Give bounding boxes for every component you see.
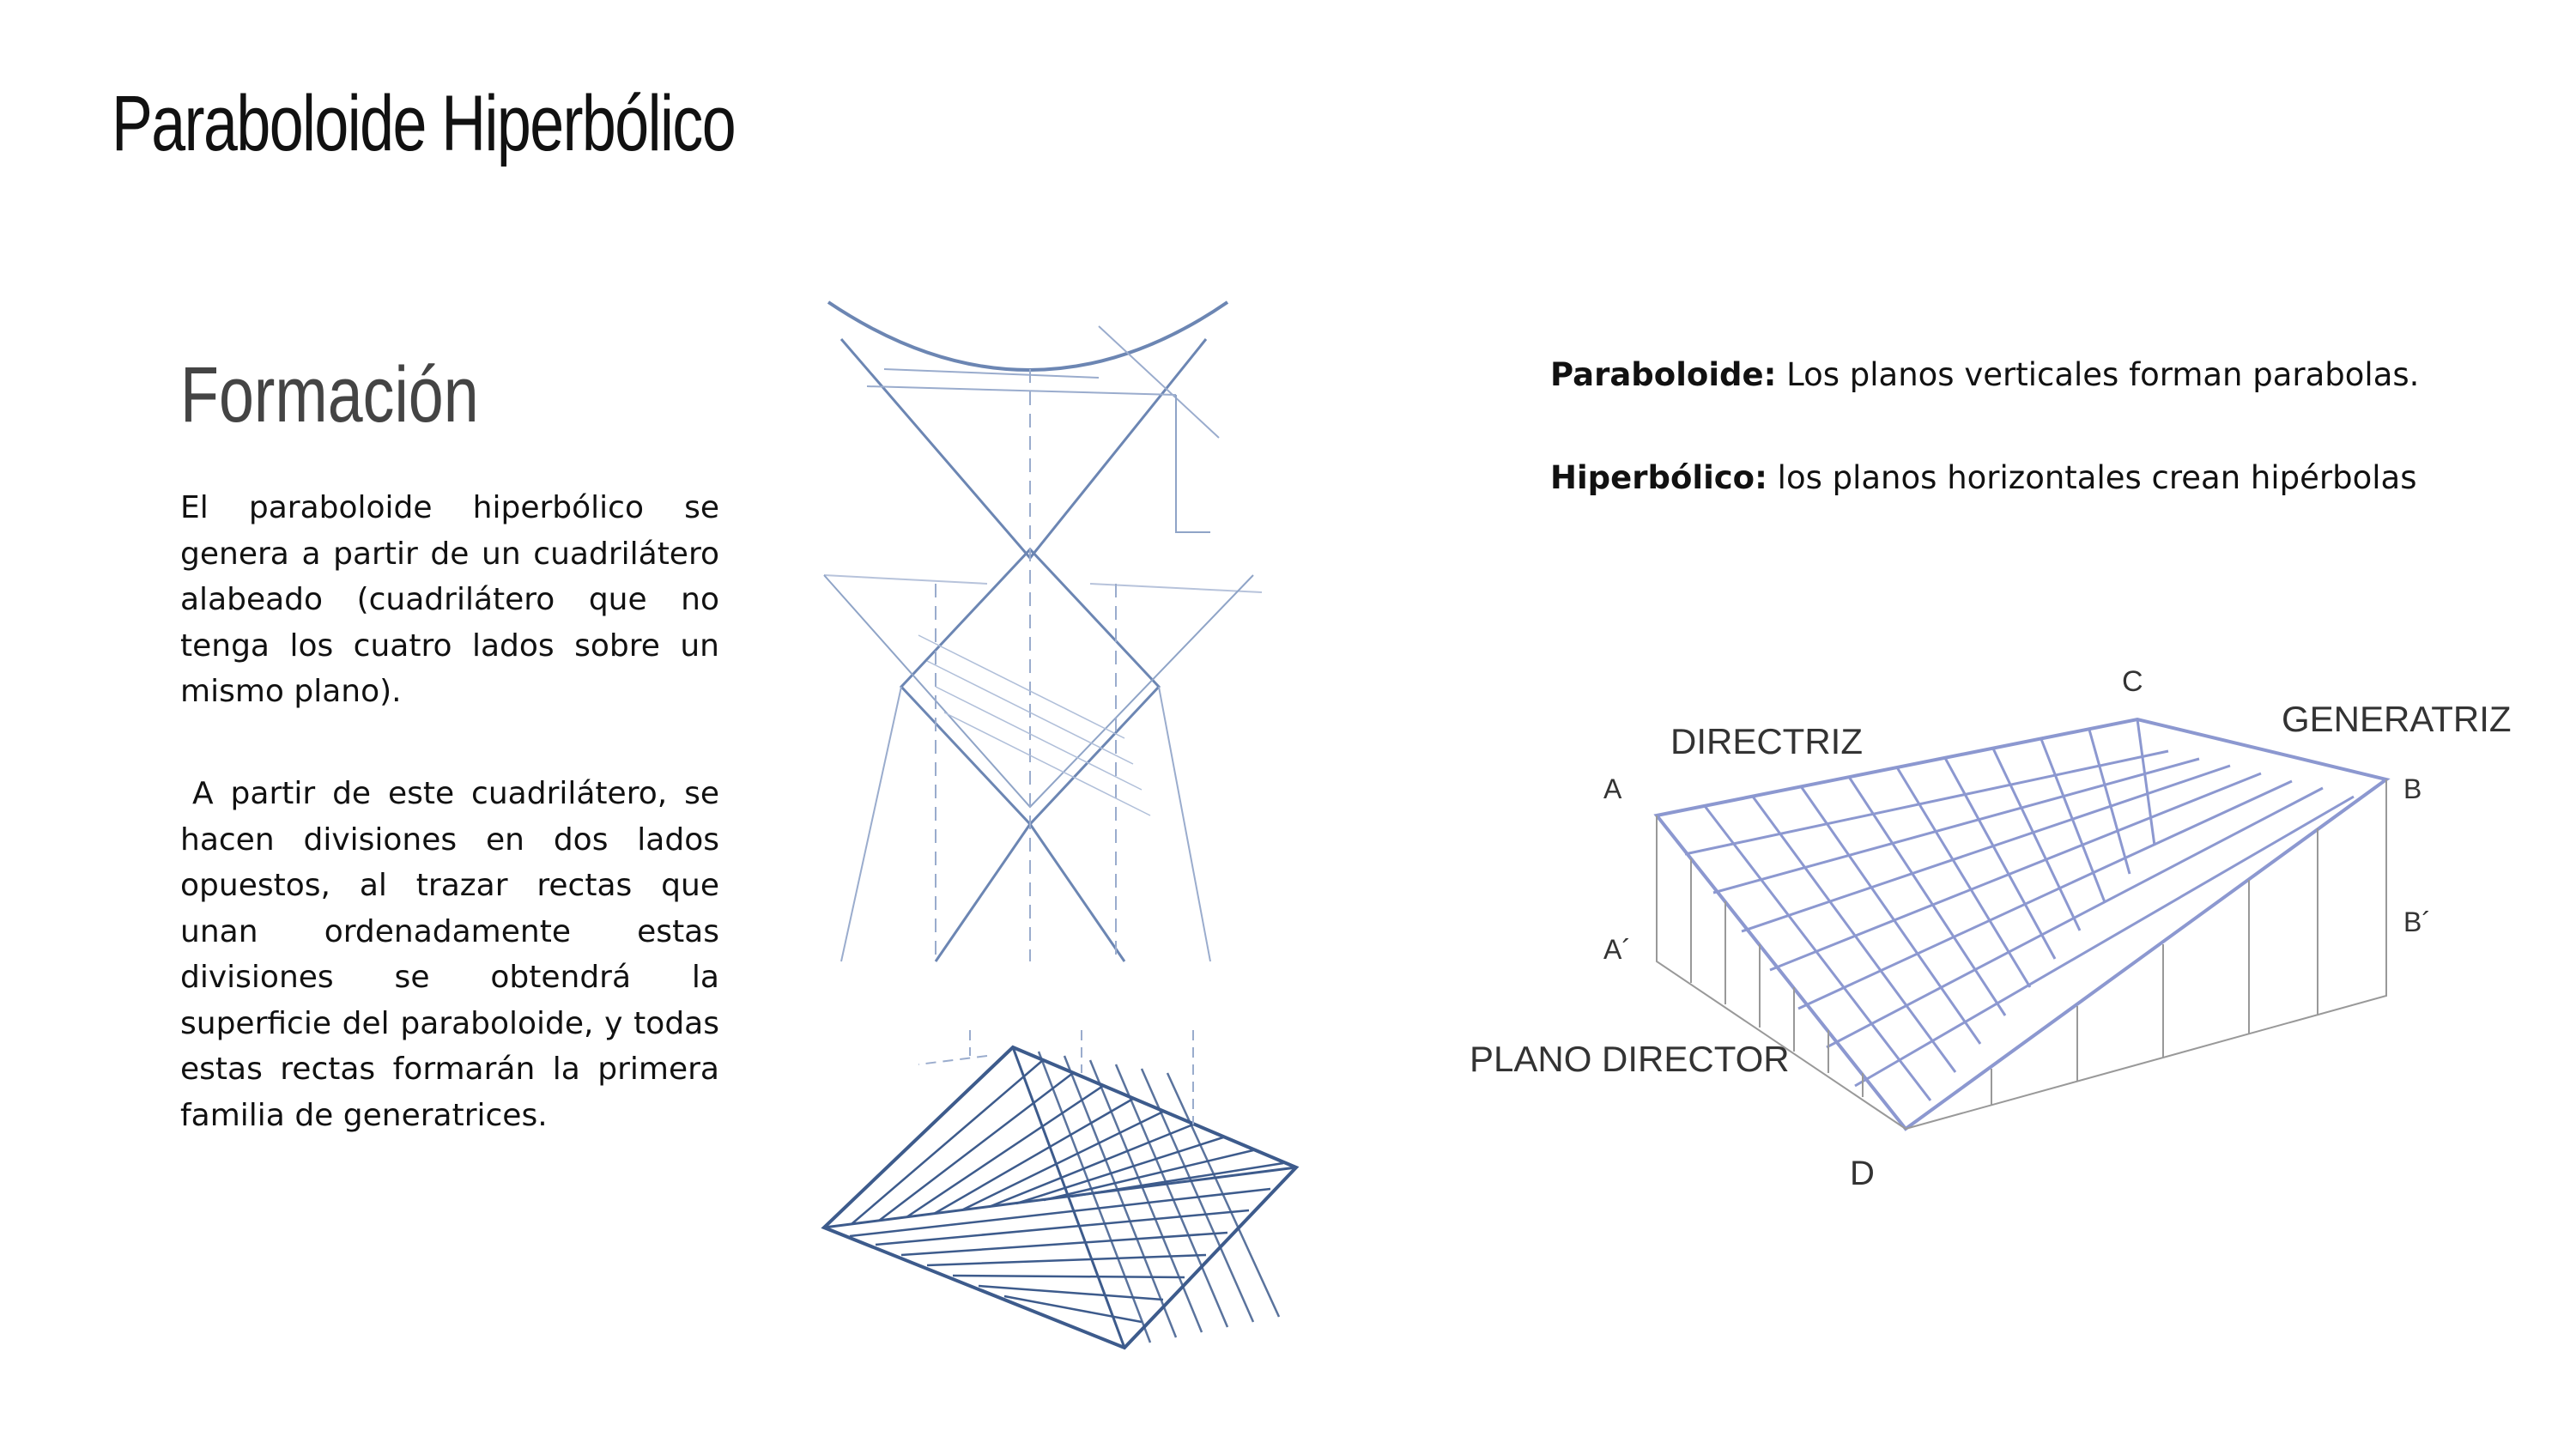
formation-paragraph-1: El paraboloide hiperbólico se genera a partir de un cuadrilátero alabeado (cuadrilátero que no tenga los cuatro lados sobre un mismo plano). — [180, 490, 719, 709]
label-a-prime: A´ — [1603, 934, 1631, 965]
definition-paraboloide — [1550, 356, 2419, 393]
definition-text: los planos horizontales crean hipérbolas — [1767, 459, 2417, 496]
construction-lines — [867, 326, 1219, 438]
formation-paragraph-2: A partir de este cuadrilátero, se hacen divisiones en dos lados opuestos, al trazar rectas que unan ordenadamente estas divisiones se obtendrá la superficie del paraboloide, y todas estas rectas formarán la primera familia de generatrices. — [180, 776, 719, 1133]
hyperbolic-net-drawing — [815, 1030, 1313, 1373]
construction-sketch — [815, 292, 1296, 979]
paraboloid-diagram — [1459, 652, 2532, 1185]
label-generatriz: GENERATRIZ — [2282, 699, 2512, 739]
label-directriz: DIRECTRIZ — [1670, 721, 1863, 761]
elevation-lines — [841, 339, 1206, 558]
parabola-curve — [828, 302, 1227, 370]
label-d: D — [1850, 1155, 1875, 1185]
definition-term: Paraboloide: — [1550, 356, 1777, 393]
section-heading: Formación — [180, 351, 479, 439]
label-b-prime: B´ — [2403, 906, 2431, 937]
label-plano-director: PLANO DIRECTOR — [1470, 1039, 1790, 1079]
definition-hiperbolico — [1550, 459, 2416, 496]
definition-term: Hiperbólico: — [1550, 459, 1767, 496]
label-a: A — [1603, 773, 1622, 804]
label-b: B — [2403, 773, 2422, 804]
label-c: C — [2122, 665, 2143, 698]
definition-text: Los planos verticales forman parabolas. — [1776, 356, 2420, 393]
page-title: Paraboloide Hiperbólico — [112, 80, 736, 167]
